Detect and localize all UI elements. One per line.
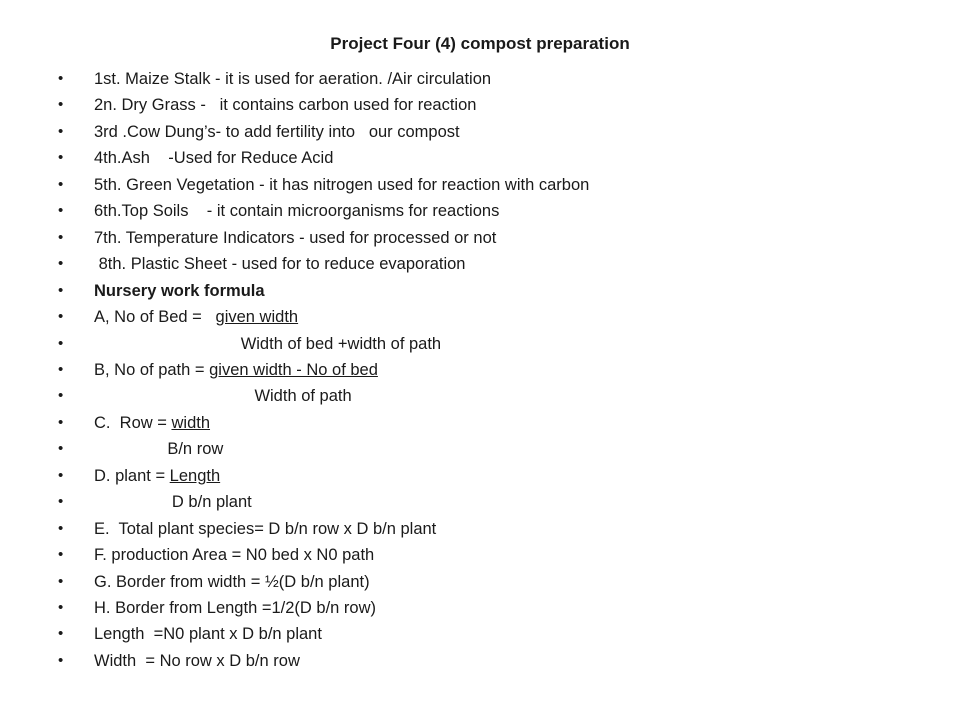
list-item-label: 8th. Plastic Sheet - used for to reduce evaporation — [94, 255, 466, 274]
underlined-numerator: Length — [169, 466, 221, 485]
list-item-label: 5th. Green Vegetation - it has nitrogen used for reaction with carbon — [94, 175, 590, 194]
list-item-label: 2n. Dry Grass - it contains carbon used for reaction — [94, 96, 477, 115]
bullet-icon: • — [58, 546, 64, 564]
bullet-icon: • — [58, 202, 64, 220]
bullet-icon: • — [58, 440, 64, 458]
bullet-icon: • — [58, 572, 64, 590]
list-item-text — [94, 66, 491, 92]
list-item — [0, 198, 900, 224]
list-item-label: Width of path — [94, 387, 352, 406]
list-item — [0, 516, 900, 542]
list-item — [0, 119, 900, 145]
list-item-label: 4th.Ash -Used for Reduce Acid — [94, 149, 334, 168]
bullet-icon: • — [58, 625, 64, 643]
bullet-icon: • — [58, 651, 64, 669]
bullet-icon: • — [58, 96, 64, 114]
list-item-label: A, No of Bed = — [94, 308, 216, 327]
list-item-label: B, No of path = — [94, 360, 210, 379]
list-item-text — [94, 542, 374, 568]
bullet-icon: • — [58, 70, 64, 87]
list-item — [0, 383, 900, 409]
list-item-label: 7th. Temperature Indicators - used for processed or not — [94, 228, 497, 247]
bullet-icon: • — [58, 599, 64, 616]
bullet-icon: • — [58, 308, 64, 326]
list-item-text — [94, 145, 333, 171]
list-item-label: F. production Area = N0 bed x N0 path — [94, 546, 375, 565]
list-item-label: Nursery work formula — [94, 281, 265, 300]
list-item — [0, 595, 900, 621]
list-item — [0, 92, 900, 118]
list-item — [0, 357, 900, 383]
list-item-text — [94, 621, 322, 647]
bullet-icon: • — [58, 466, 64, 484]
list-item-label: Width = No row x D b/n row — [94, 651, 300, 670]
list-item-text — [94, 278, 265, 304]
list-item-text — [94, 225, 496, 251]
list-item — [0, 145, 900, 171]
list-item-text — [94, 569, 370, 595]
list-item-text — [94, 92, 476, 118]
list-item — [0, 66, 900, 92]
list-item-label: D. plant = — [94, 466, 170, 485]
list-item-text — [94, 489, 252, 515]
list-item-text — [94, 410, 210, 436]
underlined-numerator: given width - No of bed — [209, 360, 378, 379]
bullet-icon: • — [58, 281, 64, 299]
list-item-text — [94, 119, 460, 145]
list-item-text — [94, 304, 298, 330]
list-item-label: Width of bed +width of path — [94, 334, 442, 353]
bullet-icon: • — [58, 413, 64, 431]
list-item — [0, 225, 900, 251]
list-item — [0, 648, 900, 674]
list-item-label: 3rd .Cow Dung’s- to add fertility into our compost — [94, 122, 460, 141]
bullet-icon: • — [58, 519, 64, 537]
list-item — [0, 331, 900, 357]
list-item-label: H. Border from Length =1/2(D b/n row) — [94, 599, 376, 617]
list-item-text — [94, 648, 300, 674]
list-item-label: 1st. Maize Stalk - it is used for aeration. /Air circulation — [94, 70, 492, 88]
list-item-text — [94, 595, 376, 621]
bullet-icon: • — [58, 228, 64, 246]
list-item — [0, 621, 900, 647]
list-item — [0, 304, 900, 330]
list-item — [0, 251, 900, 277]
bullet-icon: • — [58, 360, 64, 378]
bullet-icon: • — [58, 122, 64, 140]
bullet-icon: • — [58, 493, 64, 511]
bullet-icon: • — [58, 255, 64, 273]
bullet-icon: • — [58, 175, 64, 193]
list-item-label: 6th.Top Soils - it contain microorganisms for reactions — [94, 202, 500, 221]
slide-title: Project Four (4) compost preparation — [330, 34, 630, 53]
list-item-text — [94, 516, 436, 542]
underlined-numerator: given width — [215, 308, 299, 327]
list-item-label: C. Row = — [94, 413, 172, 432]
list-item-text — [94, 463, 220, 489]
list-item-text — [94, 436, 223, 462]
list-item-label: E. Total plant species= D b/n row x D b/n plant — [94, 519, 437, 538]
list-item-text — [94, 251, 465, 277]
list-item — [0, 410, 900, 436]
list-item-text — [94, 383, 352, 409]
list-item-text — [94, 357, 378, 383]
list-item-text — [94, 198, 499, 224]
list-item — [0, 436, 900, 462]
bullet-icon: • — [58, 149, 64, 167]
list-item-text — [94, 331, 441, 357]
list-item — [0, 489, 900, 515]
list-item — [0, 172, 900, 198]
list-item-label: G. Border from width = ½(D b/n plant) — [94, 572, 370, 591]
underlined-numerator: width — [171, 413, 211, 432]
list-item — [0, 278, 900, 304]
bullet-icon: • — [58, 387, 64, 405]
bullet-icon: • — [58, 334, 64, 352]
list-item — [0, 463, 900, 489]
list-item-text — [94, 172, 589, 198]
list-item — [0, 542, 900, 568]
list-item-label: D b/n plant — [94, 493, 252, 512]
list-item — [0, 569, 900, 595]
list-item-label: B/n row — [94, 440, 224, 459]
list-item-label: Length =N0 plant x D b/n plant — [94, 625, 322, 644]
